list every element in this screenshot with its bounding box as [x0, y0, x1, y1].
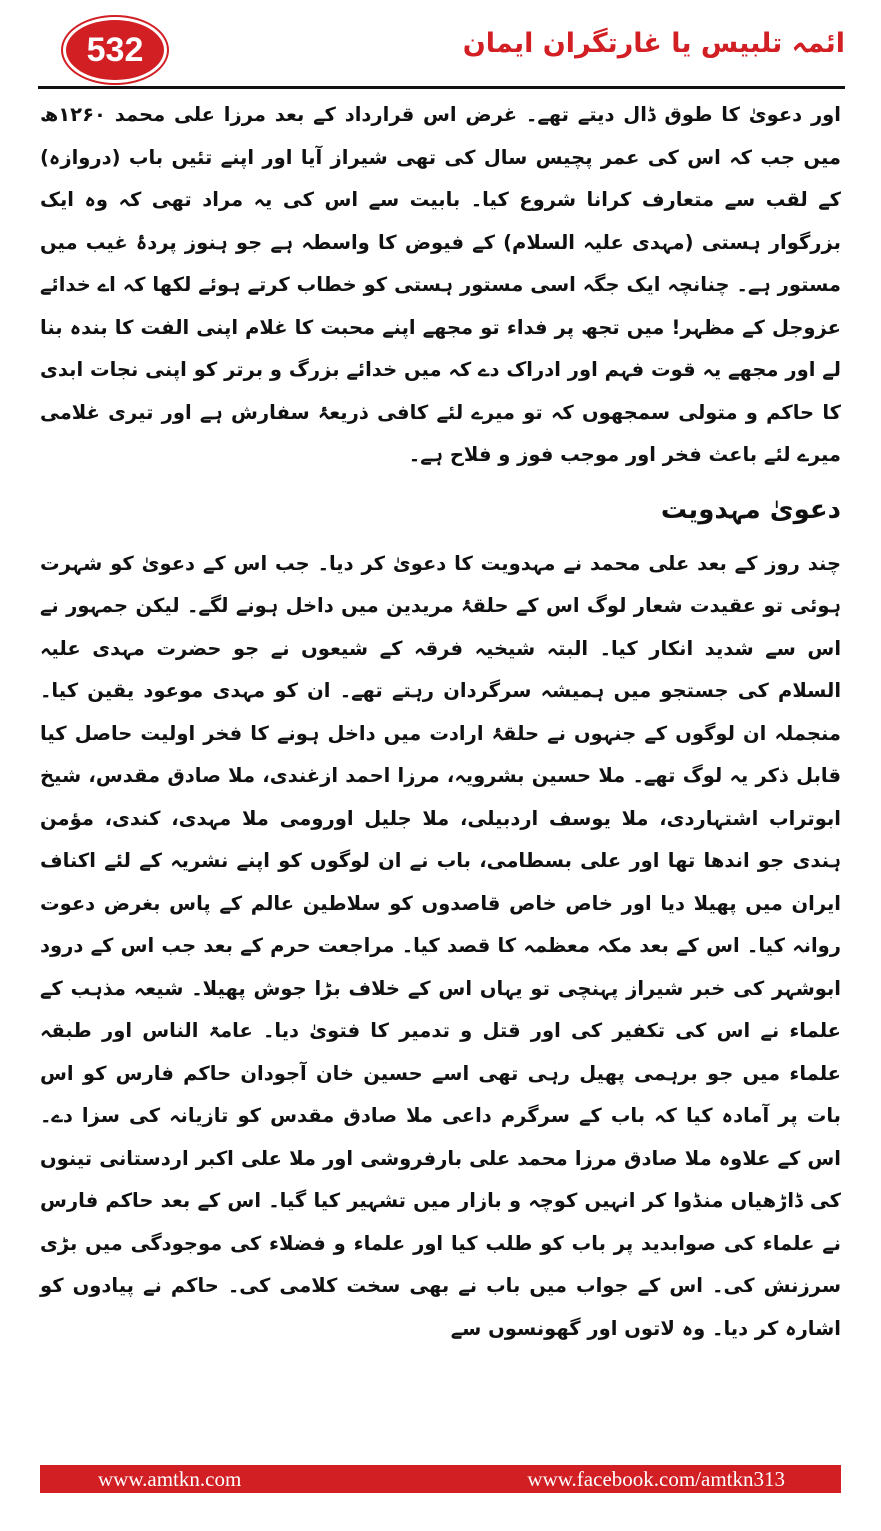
section-heading: دعویٰ مہدویت [660, 494, 841, 525]
footer-website-link[interactable]: www.amtkn.com [98, 1467, 242, 1491]
page-body [40, 94, 841, 1350]
header-divider [38, 86, 845, 89]
book-title: ائمہ تلبیس یا غارتگران ایمان [462, 28, 845, 59]
paragraph-1: اور دعویٰ کا طوق ڈال دیتے تھے۔ غرض اس قرارداد کے بعد مرزا علی محمد ۱۲۶۰ھ میں جب کہ اس کی عمر پچیس سال کی تھی شیراز آیا اور اپنے تئیں باب (دروازہ) کے لقب سے متعارف کرانا شروع کیا۔ بابیت سے اس کی یہ مراد تھی کہ وہ ایک بزرگوار ہستی (مہدی علیہ السلام) کے فیوض کا واسطہ ہے جو ہنوز پردۂ غیب میں مستور ہے۔ چنانچہ ایک جگہ اسی مستور ہستی کو خطاب کرتے ہوئے لکھا کہ اے خدائے عزوجل کے مظہر! میں تجھ پر فداء تو مجھے اپنے محبت کا غلام اپنی الفت کا بندہ بنا لے اور مجھے یہ قوت فہم اور ادراک دے کہ میں خدائے بزرگ و برتر کو اپنی نجات ابدی کا حاکم و متولی سمجھوں کہ تو میرے لئے کافی ذریعۂ سفارش ہے اور تیری غلامی میرے لئے باعث فخر اور موجب فوز و فلاح ہے۔ [40, 103, 841, 466]
page-number-badge: 532 [63, 17, 167, 83]
paragraph-2: چند روز کے بعد علی محمد نے مہدویت کا دعویٰ کر دیا۔ جب اس کے دعویٰ کو شہرت ہوئی تو عقیدت شعار لوگ اس کے حلقۂ مریدین میں داخل ہونے لگے۔ لیکن جمہور نے اس سے شدید انکار کیا۔ البتہ شیخیہ فرقہ کے شیعوں نے جو حضرت مہدی علیہ السلام کی جستجو میں ہمیشہ سرگردان رہتے تھے۔ ان کو مہدی موعود یقین کیا۔ منجملہ ان لوگوں کے جنہوں نے حلقۂ ارادت میں داخل ہونے کا فخر اولیت حاصل کیا قابل ذکر یہ لوگ تھے۔ ملا حسین بشرویہ، مرزا احمد ازغندی، ملا صادق مقدس، شیخ ابوتراب اشتہاردی، ملا یوسف اردبیلی، ملا جلیل اورومی ملا مہدی، کندی، مؤمن ہندی جو اندھا تھا اور علی بسطامی، باب نے ان لوگوں کو اپنے نشریہ کے لئے اکناف ایران میں پھیلا دیا اور خاص خاص قاصدوں کو سلاطین عالم کے پاس بغرض دعوت روانہ کیا۔ اس کے بعد مکہ معظمہ کا قصد کیا۔ مراجعت حرم کے بعد جب اس کے درود ابوشہر کی خبر شیراز پہنچی تو یہاں اس کے خلاف بڑا جوش پھیلا۔ شیعہ مذہب کے علماء نے اس کی تکفیر کی اور قتل و تدمیر کا فتویٰ دیا۔ عامۃ الناس اور طبقہ علماء میں جو برہمی پھیل رہی تھی اسے حسین خان آجودان حاکم فارس کو اس بات پر آمادہ کیا کہ باب کے سرگرم داعی ملا صادق مقدس کو تازیانہ کی سزا دے۔ اس کے علاوہ ملا صادق مرزا محمد علی بارفروشی اور ملا علی اکبر اردستانی تینوں کی ڈاڑھیاں منڈوا کر انہیں کوچہ و بازار میں تشہیر کیا گیا۔ اس کے بعد حاکم فارس نے علماء کی صوابدید پر باب کو طلب کیا اور علماء و فضلاء کی موجودگی میں بڑی سرزنش کی۔ اس کے جواب میں باب نے بھی سخت کلامی کی۔ حاکم نے پیادوں کو اشارہ کر دیا۔ وہ لاتوں اور گھونسوں سے [40, 551, 841, 1340]
footer-facebook-link[interactable]: www.facebook.com/amtkn313 [527, 1467, 785, 1491]
footer-bar [40, 1465, 841, 1493]
